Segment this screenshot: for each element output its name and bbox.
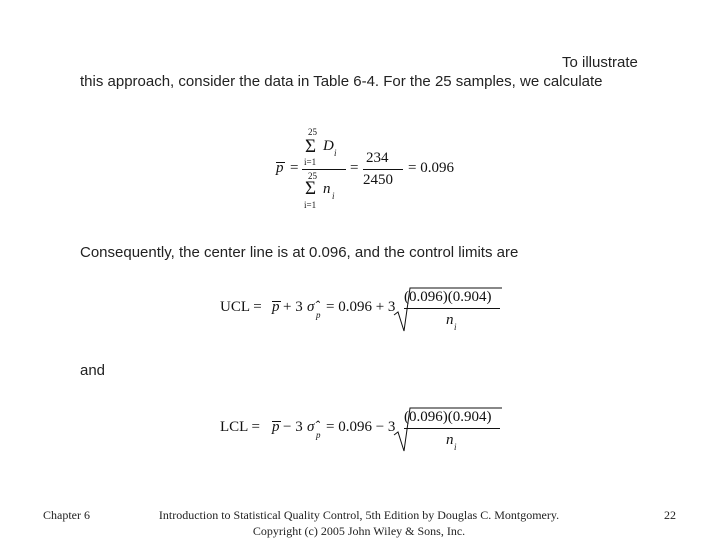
- lcl-denominator: n: [446, 432, 454, 448]
- sum-upper-limit-bottom: 25: [308, 171, 317, 181]
- numerator-var: D: [323, 138, 334, 154]
- ucl-fraction-bar: [404, 308, 500, 309]
- ucl-sigma-sub: p: [316, 310, 321, 320]
- ucl-pbar-overline: [272, 301, 281, 302]
- lcl-sigma-sub: p: [316, 430, 321, 440]
- lcl-sigma: σ̂: [307, 419, 315, 435]
- pbar-equals: =: [290, 160, 299, 176]
- sum-symbol-top: Σ: [305, 136, 317, 157]
- pbar-formula: [270, 126, 460, 212]
- sum-symbol-bottom: Σ: [305, 178, 317, 199]
- pbar-overline: [276, 162, 285, 163]
- denominator-sub: i: [332, 191, 335, 201]
- intro-line-2: this approach, consider the data in Table 6-4. For the 25 samples, we calculate: [80, 73, 603, 90]
- sum-lower-index-top: i=1: [304, 157, 317, 167]
- lcl-label: LCL =: [220, 419, 260, 435]
- lcl-value: = 0.096 − 3: [326, 419, 396, 435]
- main-fraction-bar: [302, 169, 346, 170]
- lcl-pbar: p: [272, 419, 280, 435]
- consequently-text: Consequently, the center line is at 0.096, and the control limits are: [80, 244, 519, 261]
- lcl-pbar-overline: [272, 421, 281, 422]
- ucl-denominator: n: [446, 312, 454, 328]
- pbar-result: = 0.096: [408, 160, 454, 176]
- numerator-sub: i: [334, 148, 337, 158]
- footer-book-line-1: Introduction to Statistical Quality Control, 5th Edition by Douglas C. Montgomery.: [158, 508, 560, 522]
- ucl-label: UCL =: [220, 299, 262, 315]
- ucl-pbar: p: [272, 299, 280, 315]
- ucl-denominator-sub: i: [454, 322, 457, 332]
- and-text: and: [80, 362, 106, 379]
- ucl-value: = 0.096 + 3: [326, 299, 396, 315]
- denominator-var: n: [323, 181, 331, 197]
- lcl-fraction-bar: [404, 428, 500, 429]
- ucl-sigma: σ̂: [307, 299, 315, 315]
- lcl-numerator: (0.096)(0.904): [404, 409, 492, 425]
- ucl-plus3: + 3: [283, 299, 303, 315]
- sum-lower-index-bottom: i=1: [304, 200, 317, 210]
- pbar-equals-2: =: [350, 160, 359, 176]
- ucl-formula: [220, 285, 510, 335]
- lcl-formula: [220, 405, 510, 455]
- footer-book-line-2: Copyright (c) 2005 John Wiley & Sons, Inc.: [252, 524, 466, 538]
- sum-upper-limit: 25: [308, 127, 317, 137]
- footer-chapter: Chapter 6: [43, 508, 90, 522]
- pbar-symbol: p: [276, 160, 284, 176]
- numeric-fraction-bar: [363, 169, 403, 170]
- fraction-denominator: 2450: [363, 172, 393, 188]
- fraction-numerator: 234: [366, 150, 389, 166]
- footer-page-number: 22: [664, 508, 676, 522]
- ucl-numerator: (0.096)(0.904): [404, 289, 492, 305]
- intro-line-1: To illustrate: [562, 54, 638, 71]
- lcl-minus3: − 3: [283, 419, 303, 435]
- lcl-denominator-sub: i: [454, 442, 457, 452]
